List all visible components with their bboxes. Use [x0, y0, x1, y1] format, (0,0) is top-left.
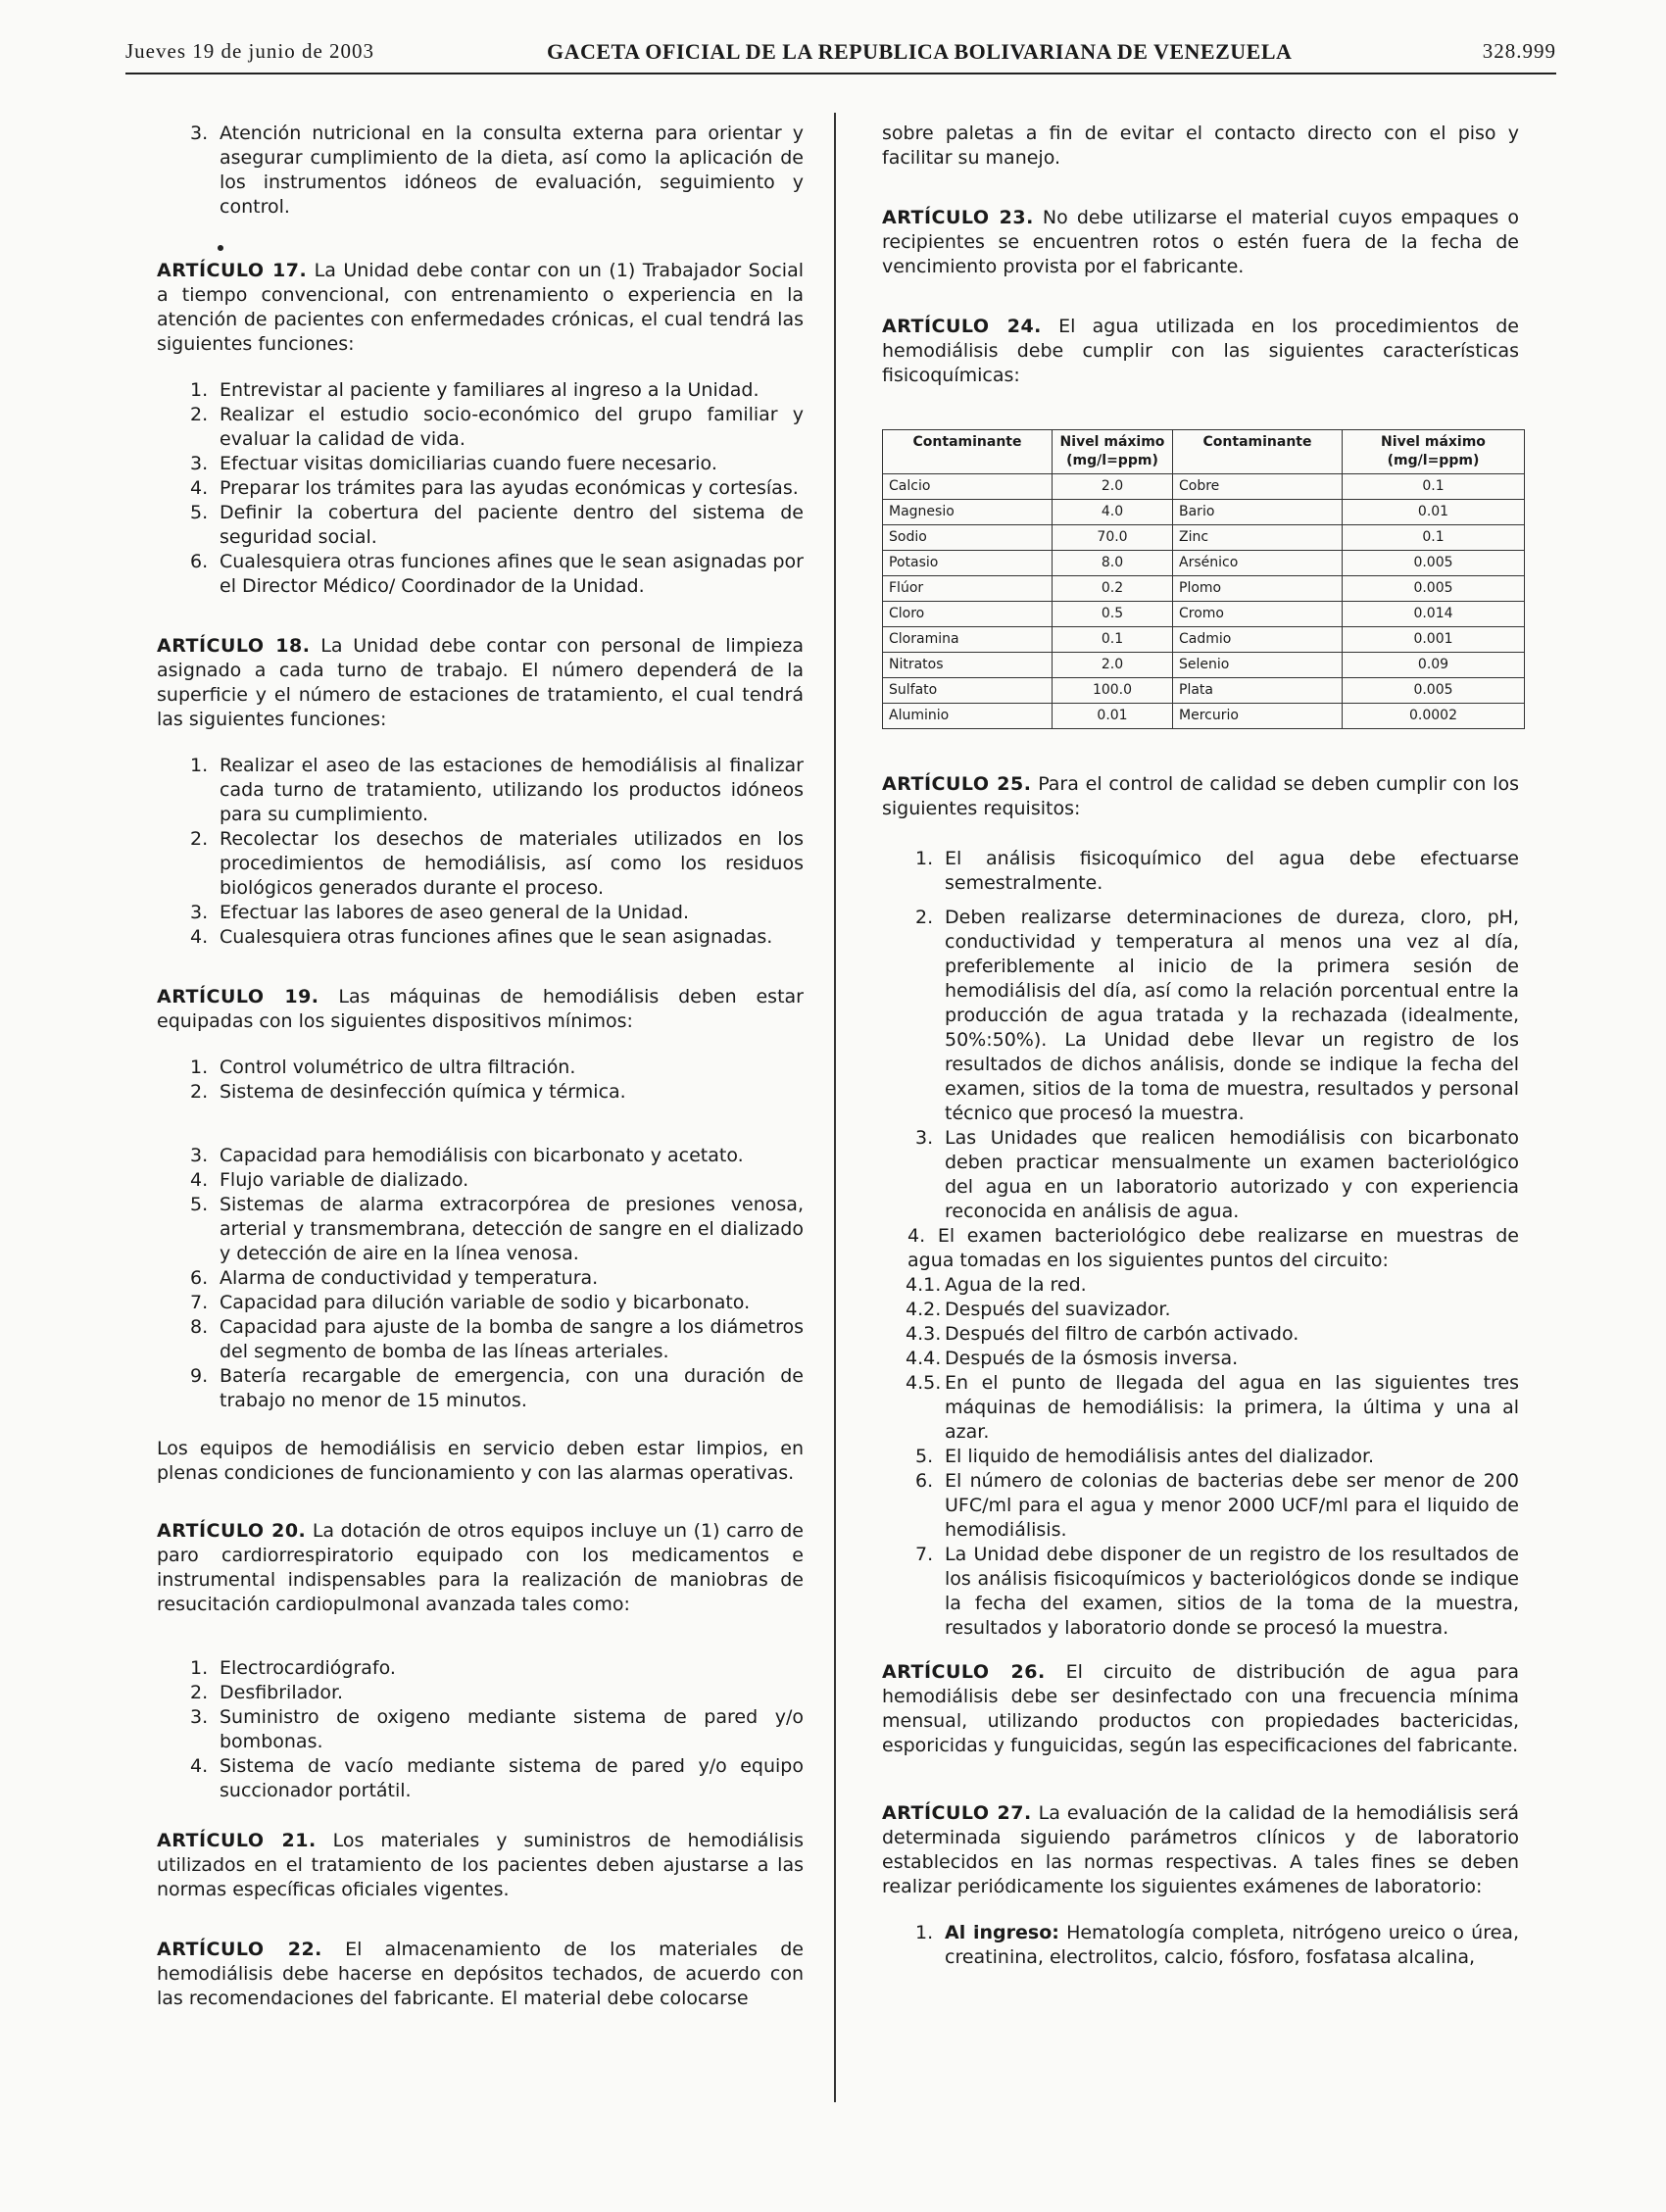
- right-column: [882, 122, 1519, 1970]
- table-row: Cloramina 0.1 Cadmio 0.001: [883, 627, 1525, 653]
- article-18: ARTÍCULO 18. La Unidad debe contar con personal de limpieza asignado a cada turno de trabajo. El número dependerá de la superficie y el número de estaciones de tratamiento, el cual tendrá las siguientes funciones:: [157, 635, 804, 730]
- page-header: [125, 39, 1556, 74]
- article-heading: ARTÍCULO 21.: [157, 1830, 317, 1851]
- art25-list-b: [882, 1445, 1519, 1641]
- column-header: Nivel máximo (mg/l=ppm): [1343, 430, 1525, 474]
- list-item: 4.3. Después del filtro de carbón activado.: [906, 1323, 1299, 1345]
- art17-list: [157, 378, 804, 599]
- table-row: Magnesio 4.0 Bario 0.01: [883, 500, 1525, 525]
- table-row: Flúor 0.2 Plomo 0.005: [883, 576, 1525, 602]
- article-23: ARTÍCULO 23. No debe utilizarse el material cuyos empaques o recipientes se encuentren rotos o estén fuera de la fecha de vencimiento provista por el fabricante.: [882, 207, 1519, 277]
- article-heading: ARTÍCULO 17.: [157, 260, 308, 281]
- art16-list: [157, 122, 804, 220]
- list-item: 4.2. Después del suavizador.: [906, 1299, 1171, 1320]
- article-heading: ARTÍCULO 25.: [882, 773, 1032, 795]
- list-item: 4. Cualesquiera otras funciones afines que le sean asignadas.: [190, 926, 773, 948]
- contaminants-table: [882, 429, 1525, 729]
- stray-mark: [157, 237, 804, 257]
- art25-list: [882, 847, 1519, 1224]
- list-item: 4. Preparar los trámites para las ayudas económicas y cortesías.: [190, 477, 799, 499]
- column-header: Nivel máximo (mg/l=ppm): [1053, 430, 1173, 474]
- list-item: 6. El número de colonias de bacterias debe ser menor de 200 UFC/ml para el agua y menor 2000 UCF/ml para el liquido de hemodiálisis.: [915, 1470, 1519, 1541]
- article-heading: ARTÍCULO 18.: [157, 635, 311, 657]
- list-item: 3. Suministro de oxigeno mediante sistema de pared y/o bombonas.: [190, 1706, 804, 1752]
- page-number: 328.999: [1482, 39, 1556, 63]
- list-item: 2. Realizar el estudio socio-económico del grupo familiar y evaluar la calidad de vida.: [190, 404, 804, 450]
- art18-list: [157, 754, 804, 950]
- article-heading: ARTÍCULO 24.: [882, 316, 1042, 337]
- article-17: ARTÍCULO 17. La Unidad debe contar con un (1) Trabajador Social a tiempo convencional, con entrenamiento o experiencia en la atención de pacientes con enfermedades crónicas, el cual tendrá las siguientes funciones:: [157, 260, 804, 355]
- art27-list: [882, 1921, 1519, 1970]
- list-item: 7. Capacidad para dilución variable de sodio y bicarbonato.: [190, 1292, 751, 1313]
- table-row: Sulfato 100.0 Plata 0.005: [883, 678, 1525, 704]
- list-item: 4.5. En el punto de llegada del agua en las siguientes tres máquinas de hemodiálisis: la primera, la última y una al azar.: [906, 1372, 1519, 1443]
- list-item: 4. Sistema de vacío mediante sistema de pared y/o equipo succionador portátil.: [190, 1755, 804, 1801]
- list-item: 7. La Unidad debe disponer de un registro de los resultados de los análisis fisicoquímicos y bacteriológicos donde se indique la fecha del examen, sitios de la toma de la muestra, resultados y laboratorio donde se procesó la muestra.: [915, 1544, 1519, 1639]
- table-header-row: [883, 430, 1525, 474]
- list-item: 1. Electrocardiógrafo.: [190, 1657, 396, 1679]
- article-24: ARTÍCULO 24. El agua utilizada en los procedimientos de hemodiálisis debe cumplir con las siguientes características fisicoquímicas:: [882, 316, 1519, 386]
- list-item: 9. Batería recargable de emergencia, con una duración de trabajo no menor de 15 minutos.: [190, 1365, 804, 1411]
- list-item: 2. Deben realizarse determinaciones de dureza, cloro, pH, conductividad y temperatura al menos una vez al día, preferiblemente al inicio de la primera sesión de hemodiálisis del día, así como la relación porcentual entre la producción de agua tratada y la rechazada (idealmente, 50%:50%). La Unidad debe llevar un registro de los resultados de dichos análisis, donde se indique la fecha del examen, sitios de la toma de muestra, resultados y personal técnico que procesó la muestra.: [915, 907, 1519, 1124]
- art19-list-a: [157, 1056, 804, 1105]
- list-item: 3. Efectuar visitas domiciliarias cuando fuere necesario.: [190, 453, 717, 474]
- column-divider: [834, 113, 836, 2102]
- article-heading: ARTÍCULO 19.: [157, 986, 319, 1008]
- art19-list-b: [157, 1144, 804, 1413]
- list-item: 8. Capacidad para ajuste de la bomba de sangre a los diámetros del segmento de bomba de las líneas arteriales.: [190, 1316, 804, 1362]
- list-item: 5. Definir la cobertura del paciente dentro del sistema de seguridad social.: [190, 502, 804, 548]
- list-item: 1. El análisis fisicoquímico del agua debe efectuarse semestralmente.: [915, 848, 1519, 894]
- list-item: 3. Efectuar las labores de aseo general de la Unidad.: [190, 902, 690, 923]
- article-heading: ARTÍCULO 26.: [882, 1661, 1046, 1683]
- list-item: 4. Flujo variable de dializado.: [190, 1169, 469, 1191]
- list-item: 1. Al ingreso: Hematología completa, nitrógeno ureico o úrea, creatinina, electrolitos, calcio, fósforo, fosfatasa alcalina,: [915, 1922, 1519, 1968]
- art25-sublist: [882, 1273, 1519, 1445]
- list-item: 6. Alarma de conductividad y temperatura.: [190, 1267, 599, 1289]
- list-item: 1. Realizar el aseo de las estaciones de hemodiálisis al finalizar cada turno de tratamiento, utilizando los productos idóneos para su cumplimiento.: [190, 755, 804, 825]
- column-header: Contaminante: [1173, 430, 1343, 474]
- list-item: 5. Sistemas de alarma extracorpórea de presiones venosa, arterial y transmembrana, detección de sangre en el dializado y detección de aire en la línea venosa.: [190, 1194, 804, 1264]
- list-item: 2. Sistema de desinfección química y térmica.: [190, 1081, 626, 1103]
- article-25: ARTÍCULO 25. Para el control de calidad se deben cumplir con los siguientes requisitos:: [882, 773, 1519, 819]
- column-header: Contaminante: [883, 430, 1053, 474]
- list-item: 2. Recolectar los desechos de materiales utilizados en los procedimientos de hemodiálisis, así como los residuos biológicos generados durante el proceso.: [190, 828, 804, 899]
- article-heading: ARTÍCULO 23.: [882, 207, 1034, 228]
- list-item: 3. Atención nutricional en la consulta externa para orientar y asegurar cumplimiento de la dieta, así como la aplicación de los instrumentos idóneos de evaluación, seguimiento y control.: [190, 123, 804, 218]
- table-row: Aluminio 0.01 Mercurio 0.0002: [883, 704, 1525, 729]
- header-title: GACETA OFICIAL DE LA REPUBLICA BOLIVARIANA DE VENEZUELA: [547, 39, 1293, 64]
- list-item: 4.4. Después de la ósmosis inversa.: [906, 1348, 1239, 1369]
- art25-item4: 4. El examen bacteriológico debe realizarse en muestras de agua tomadas en los siguientes puntos del circuito:: [907, 1225, 1519, 1271]
- table-row: Sodio 70.0 Zinc 0.1: [883, 525, 1525, 551]
- list-item: 2. Desfibrilador.: [190, 1682, 344, 1703]
- list-item: 1. Entrevistar al paciente y familiares al ingreso a la Unidad.: [190, 379, 760, 401]
- article-27: ARTÍCULO 27. La evaluación de la calidad de la hemodiálisis será determinada siguiendo parámetros clínicos y de laboratorio establecidos en las normas respectivas. A tales fines se deben realizar periódicamente los siguientes exámenes de laboratorio:: [882, 1802, 1519, 1897]
- list-item: 6. Cualesquiera otras funciones afines que le sean asignadas por el Director Médico/ Coordinador de la Unidad.: [190, 551, 804, 597]
- article-heading: ARTÍCULO 22.: [157, 1939, 322, 1960]
- table-row: Cloro 0.5 Cromo 0.014: [883, 602, 1525, 627]
- left-column: [157, 122, 804, 2011]
- article-heading: ARTÍCULO 27.: [882, 1802, 1032, 1824]
- list-item: 5. El liquido de hemodiálisis antes del dializador.: [915, 1446, 1375, 1467]
- article-26: ARTÍCULO 26. El circuito de distribución de agua para hemodiálisis debe ser desinfectado con una frecuencia mínima mensual, utilizando productos con propiedades bactericidas, esporicidas y funguicidas, según las especificaciones del fabricante.: [882, 1661, 1519, 1756]
- list-item: 3. Capacidad para hemodiálisis con bicarbonato y acetato.: [190, 1145, 744, 1166]
- list-item: 1. Control volumétrico de ultra filtración.: [190, 1057, 576, 1078]
- art22-continuation: sobre paletas a fin de evitar el contacto directo con el piso y facilitar su manejo.: [882, 123, 1519, 169]
- article-21: ARTÍCULO 21. Los materiales y suministros de hemodiálisis utilizados en el tratamiento de los pacientes deben ajustarse a las normas específicas oficiales vigentes.: [157, 1830, 805, 1900]
- table-row: Nitratos 2.0 Selenio 0.09: [883, 653, 1525, 678]
- art20-list: [157, 1656, 804, 1803]
- header-date: Jueves 19 de junio de 2003: [125, 39, 375, 63]
- article-22: ARTÍCULO 22. El almacenamiento de los materiales de hemodiálisis debe hacerse en depósitos techados, de acuerdo con las recomendaciones del fabricante. El material debe colocarse: [157, 1939, 804, 2009]
- table-row: Potasio 8.0 Arsénico 0.005: [883, 551, 1525, 576]
- table-row: Calcio 2.0 Cobre 0.1: [883, 474, 1525, 500]
- art19-note: Los equipos de hemodiálisis en servicio deben estar limpios, en plenas condiciones de funcionamiento y con las alarmas operativas.: [157, 1438, 804, 1484]
- article-19: ARTÍCULO 19. Las máquinas de hemodiálisis deben estar equipadas con los siguientes dispositivos mínimos:: [157, 986, 804, 1032]
- article-heading: ARTÍCULO 20.: [157, 1520, 307, 1542]
- item-label: Al ingreso:: [945, 1922, 1059, 1943]
- article-20: ARTÍCULO 20. La dotación de otros equipos incluye un (1) carro de paro cardiorrespiratorio equipado con los medicamentos e instrumental indispensables para la realización de maniobras de resucitación cardiopulmonal avanzada tales como:: [157, 1520, 804, 1615]
- list-item: 4.1. Agua de la red.: [906, 1274, 1087, 1296]
- list-item: 3. Las Unidades que realicen hemodiálisis con bicarbonato deben practicar mensualmente un examen bacteriológico del agua en un laboratorio autorizado y con experiencia reconocida en análisis de agua.: [915, 1127, 1519, 1222]
